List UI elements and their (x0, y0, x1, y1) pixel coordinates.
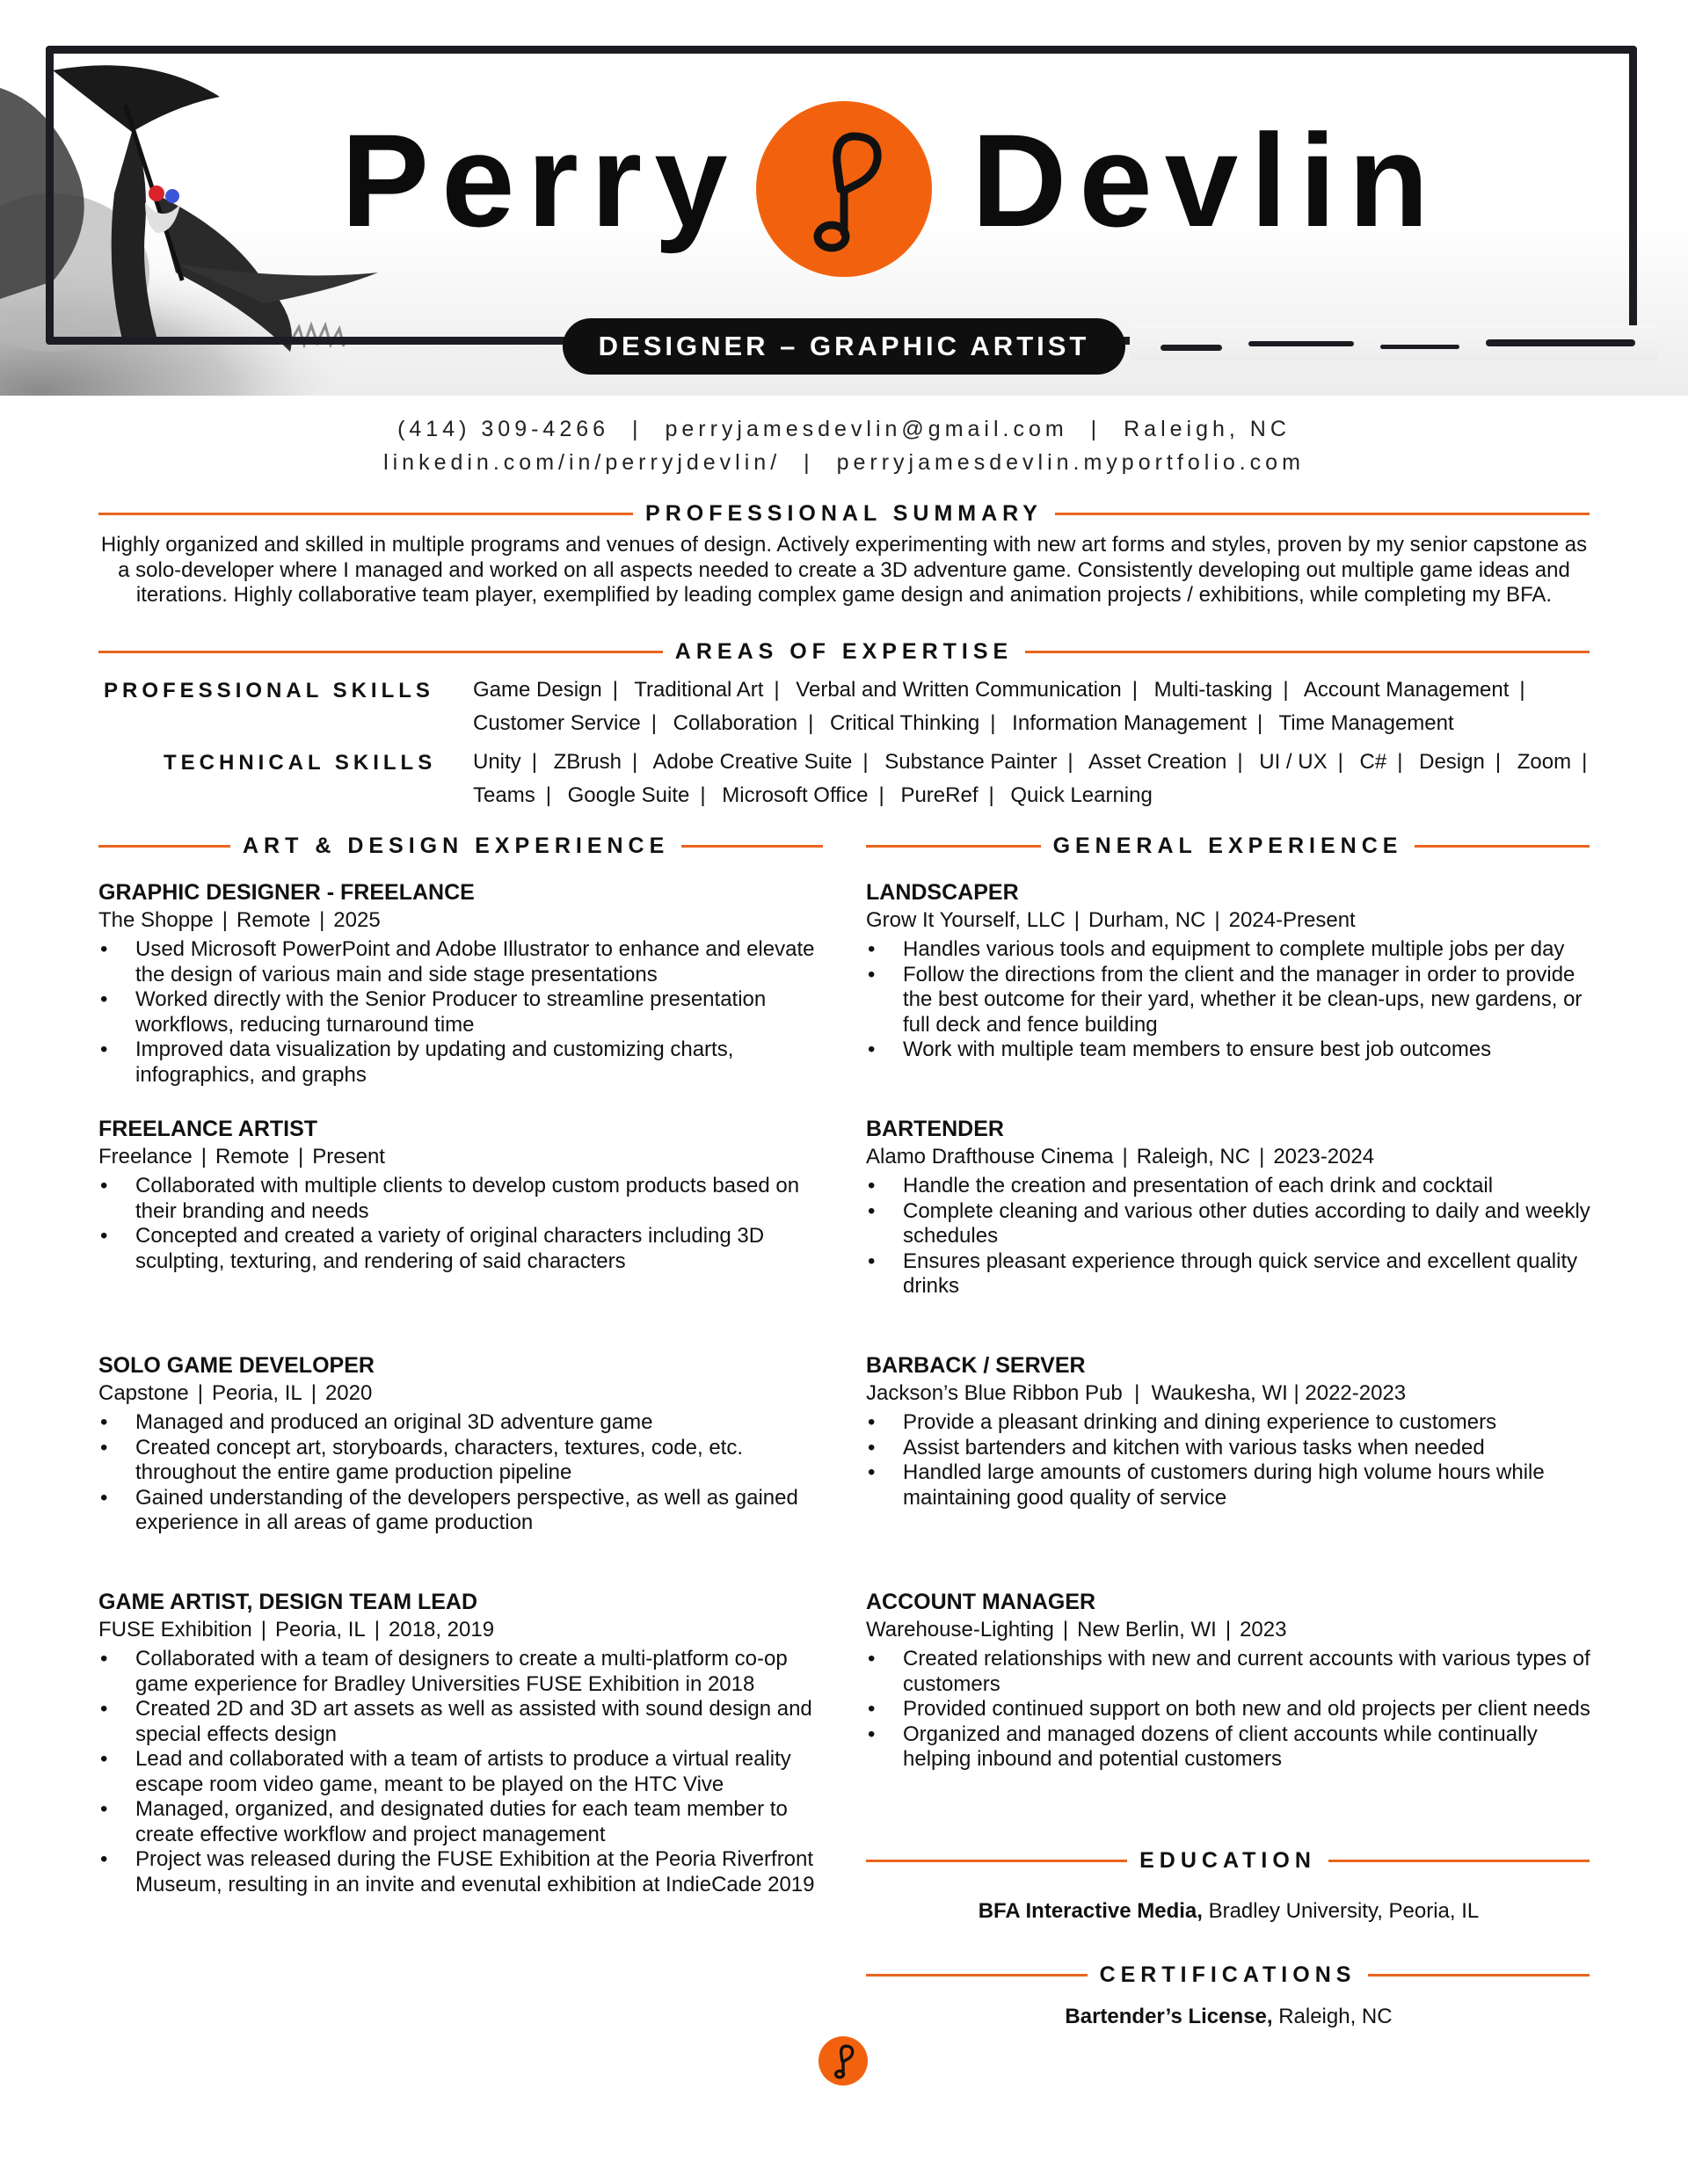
job-entry (98, 878, 828, 1088)
job-meta-item: 2023 (1240, 1618, 1287, 1642)
skill-item: Information Management (1012, 711, 1247, 735)
phone[interactable]: (414) 309-4266 (397, 417, 610, 441)
separator: | (298, 1145, 304, 1168)
job-meta (98, 906, 828, 935)
job-meta-item: Peoria, IL (274, 1618, 366, 1642)
job-meta-item: 2018, 2019 (388, 1618, 495, 1642)
job-meta-item: Capstone (98, 1381, 189, 1405)
separator: | (531, 750, 537, 774)
section-title: CERTIFICATIONS (1099, 1962, 1357, 1987)
separator: | (1090, 417, 1102, 441)
separator: | (222, 908, 229, 932)
section-title: PROFESSIONAL SUMMARY (645, 501, 1043, 526)
section-title: ART & DESIGN EXPERIENCE (243, 834, 670, 858)
skill-item: Game Design (473, 678, 602, 702)
separator: | (319, 908, 325, 932)
bullet-item: • Complete cleaning and various other duties according to daily and weekly schedules (866, 1199, 1596, 1249)
separator: | (1519, 678, 1525, 702)
separator: | (612, 678, 618, 702)
professional-skills-label: PROFESSIONAL SKILLS (104, 679, 434, 703)
separator: | (1225, 1618, 1232, 1642)
summary-text: Highly organized and skilled in multiple programs and venues of design. Actively experimenting with new art forms and styles, proven by my senior capstone as a solo-developer where I managed and worked on all aspects needed to create a 3D adventure game. Consistently developing out multiple game ideas and iterations. Highly collaborative team player, exemplified by leading complex game design and animation projects / exhibitions, while completing my BFA. (100, 533, 1588, 607)
skill-item: Zoom (1517, 750, 1572, 774)
education-heading (866, 1848, 1590, 1874)
job-title-badge: DESIGNER – GRAPHIC ARTIST (563, 318, 1125, 375)
music-note-icon (756, 101, 932, 277)
job-meta-item: 2025 (333, 908, 381, 932)
separator: | (862, 750, 869, 774)
separator: | (1122, 1145, 1128, 1168)
job-entry (866, 1588, 1596, 1773)
job-title: BARBACK / SERVER (866, 1353, 1086, 1378)
separator: | (1337, 750, 1343, 774)
degree: BFA Interactive Media, (978, 1899, 1203, 1923)
job-meta-item: Raleigh, NC (1136, 1145, 1251, 1168)
brush-stroke (1380, 345, 1459, 349)
skill-item: Google Suite (567, 783, 690, 807)
separator: | (1214, 908, 1220, 932)
contact-line-1 (0, 417, 1688, 442)
job-meta-item: 2020 (324, 1381, 373, 1405)
separator: | (990, 711, 996, 735)
skill-item: Account Management (1303, 678, 1510, 702)
skill-item: Multi-tasking (1153, 678, 1273, 702)
technical-skills-label: TECHNICAL SKILLS (164, 751, 437, 775)
first-name: Perry (341, 106, 740, 254)
bullet-item: • Follow the directions from the client and the manager in order to provide the best outcome for their yard, whether it be clean-ups, new gardens, or full deck and fence building (866, 963, 1596, 1038)
bullet-item: • Work with multiple team members to ensure best job outcomes (866, 1037, 1596, 1063)
bullet-item: • Created concept art, storyboards, characters, textures, code, etc. throughout the entire game production pipeline (98, 1436, 828, 1486)
job-bullets (866, 1410, 1596, 1511)
separator: | (1397, 750, 1403, 774)
bullet-item: • Managed and produced an original 3D adventure game (98, 1410, 828, 1436)
separator: | (1062, 1618, 1069, 1642)
bullet-item: • Created 2D and 3D art assets as well as assisted with sound design and special effects design (98, 1697, 828, 1747)
separator: | (260, 1618, 266, 1642)
separator: | (878, 783, 884, 807)
certification-name: Bartender’s License, (1065, 2005, 1273, 2028)
job-entry (98, 1588, 828, 1897)
job-meta-item: FUSE Exhibition (98, 1618, 252, 1642)
job-meta: Jackson’s Blue Ribbon Pub | Waukesha, WI | 2022-2023 (866, 1381, 1407, 1405)
bullet-item: • Handles various tools and equipment to complete multiple jobs per day (866, 937, 1596, 963)
separator: | (1131, 678, 1138, 702)
skill-item: UI / UX (1259, 750, 1328, 774)
job-entry (866, 1115, 1596, 1299)
professional-skills-list (473, 673, 1616, 740)
job-title: GRAPHIC DESIGNER - FREELANCE (98, 880, 475, 905)
separator: | (200, 1145, 207, 1168)
job-meta-item: 2023-2024 (1273, 1145, 1375, 1168)
separator: | (1073, 908, 1080, 932)
job-title: SOLO GAME DEVELOPER (98, 1353, 375, 1378)
separator: | (1256, 711, 1263, 735)
separator: | (632, 417, 643, 441)
job-title: FREELANCE ARTIST (98, 1117, 318, 1141)
art-experience-heading (98, 834, 823, 859)
education-entry (866, 1899, 1591, 1924)
job-meta-item: Warehouse-Lighting (866, 1618, 1054, 1642)
skill-item: Substance Painter (884, 750, 1058, 774)
job-bullets (866, 1174, 1596, 1299)
brush-stroke (1160, 345, 1222, 351)
separator: | (651, 711, 657, 735)
skill-item: Asset Creation (1088, 750, 1227, 774)
skill-item: Microsoft Office (722, 783, 869, 807)
general-experience-heading (866, 834, 1590, 859)
separator: | (374, 1618, 380, 1642)
header-banner (0, 0, 1688, 396)
skill-item: Critical Thinking (829, 711, 980, 735)
job-bullets (866, 1647, 1596, 1773)
job-meta-item: Peoria, IL (211, 1381, 302, 1405)
job-entry (98, 1351, 828, 1536)
job-meta-item: 2024-Present (1228, 908, 1356, 932)
skill-item: Design (1419, 750, 1485, 774)
separator: | (1067, 750, 1073, 774)
job-title: LANDSCAPER (866, 880, 1019, 905)
job-entry (98, 1115, 828, 1274)
job-bullets (98, 1174, 828, 1274)
skill-item: Teams (473, 783, 535, 807)
separator: | (1283, 678, 1289, 702)
job-bullets (98, 937, 828, 1088)
bullet-item: • Provide a pleasant drinking and dining experience to customers (866, 1410, 1596, 1436)
bullet-item: • Worked directly with the Senior Producer to streamline presentation workflows, reducing turnaround time (98, 987, 828, 1037)
job-meta (98, 1616, 828, 1644)
separator: | (545, 783, 551, 807)
bullet-item: • Created relationships with new and current accounts with various types of customers (866, 1647, 1596, 1697)
certifications-heading (866, 1962, 1590, 1988)
skill-item: Traditional Art (634, 678, 764, 702)
job-meta-item: Present (312, 1145, 385, 1168)
separator: | (197, 1381, 203, 1405)
job-entry (866, 878, 1596, 1063)
separator: | (988, 783, 994, 807)
job-title: ACCOUNT MANAGER (866, 1590, 1096, 1614)
separator: | (804, 450, 814, 475)
brush-stroke (1248, 341, 1354, 346)
portfolio-link[interactable]: perryjamesdevlin.myportfolio.com (836, 450, 1305, 475)
job-meta-item: Freelance (98, 1145, 193, 1168)
skill-item: PureRef (900, 783, 979, 807)
separator: | (808, 711, 814, 735)
bullet-item: • Assist bartenders and kitchen with various tasks when needed (866, 1436, 1596, 1461)
job-meta (98, 1380, 828, 1408)
bullet-item: • Gained understanding of the developers perspective, as well as gained experience in all areas of game production (98, 1486, 828, 1536)
skill-item: ZBrush (553, 750, 622, 774)
section-title: AREAS OF EXPERTISE (674, 639, 1014, 664)
bullet-item: • Ensures pleasant experience through quick service and excellent quality drinks (866, 1249, 1596, 1299)
skill-item: C# (1359, 750, 1387, 774)
separator: | (1495, 750, 1502, 774)
job-meta (98, 1143, 828, 1171)
email-link[interactable]: perryjamesdevlin@gmail.com (665, 417, 1068, 441)
job-bullets (98, 1647, 828, 1897)
bullet-item: • Collaborated with multiple clients to develop custom products based on their branding and needs (98, 1174, 828, 1224)
certification-place: Raleigh, NC (1278, 2005, 1393, 2028)
footer-music-note-icon (819, 2036, 868, 2086)
skill-item: Quick Learning (1010, 783, 1153, 807)
skill-item: Unity (473, 750, 521, 774)
brush-stroke (1486, 339, 1635, 346)
separator: | (1582, 750, 1588, 774)
bullet-item: • Improved data visualization by updating and customizing charts, infographics, and graphs (98, 1037, 828, 1088)
separator: | (310, 1381, 316, 1405)
expertise-heading (98, 639, 1590, 665)
job-meta (866, 906, 1596, 935)
separator: | (774, 678, 780, 702)
skill-item: Customer Service (473, 711, 641, 735)
job-bullets (866, 937, 1596, 1063)
bullet-item: • Concepted and created a variety of original characters including 3D sculpting, texturing, and rendering of said characters (98, 1224, 828, 1274)
job-meta-item: Alamo Drafthouse Cinema (866, 1145, 1114, 1168)
skill-item: Time Management (1278, 711, 1454, 735)
job-meta (866, 1616, 1596, 1644)
job-meta-item: Remote (215, 1145, 290, 1168)
skill-item: Adobe Creative Suite (652, 750, 853, 774)
separator: | (1237, 750, 1243, 774)
job-entry (866, 1351, 1596, 1511)
job-title: BARTENDER (866, 1117, 1004, 1141)
location: Raleigh, NC (1124, 417, 1291, 441)
job-meta (866, 1143, 1596, 1171)
separator: | (631, 750, 638, 774)
bullet-item: • Handled large amounts of customers during high volume hours while maintaining good quality of service (866, 1460, 1596, 1511)
skill-item: Collaboration (673, 711, 798, 735)
bullet-item: • Used Microsoft PowerPoint and Adobe Illustrator to enhance and elevate the design of various main and side stage presentations (98, 937, 828, 987)
bullet-item: • Provided continued support on both new and old projects per client needs (866, 1697, 1596, 1722)
job-title: GAME ARTIST, DESIGN TEAM LEAD (98, 1590, 478, 1614)
job-meta-item: The Shoppe (98, 908, 214, 932)
linkedin-link[interactable]: linkedin.com/in/perryjdevlin/ (383, 450, 782, 475)
job-meta-item: New Berlin, WI (1077, 1618, 1217, 1642)
job-meta-item: Remote (236, 908, 311, 932)
separator: | (1259, 1145, 1265, 1168)
section-title: GENERAL EXPERIENCE (1052, 834, 1403, 858)
skill-item: Verbal and Written Communication (796, 678, 1122, 702)
job-meta-item: Durham, NC (1088, 908, 1206, 932)
job-bullets (98, 1410, 828, 1536)
technical-skills-list (473, 746, 1616, 812)
bullet-item: • Collaborated with a team of designers to create a multi-platform co-op game experience for Bradley Universities FUSE Exhibition in 2018 (98, 1647, 828, 1697)
bullet-item: • Managed, organized, and designated duties for each team member to create effective workflow and project management (98, 1797, 828, 1847)
bullet-item: • Lead and collaborated with a team of artists to produce a virtual reality escape room video game, meant to be played on the HTC Vive (98, 1747, 828, 1797)
last-name: Devlin (971, 106, 1442, 254)
certification-entry (866, 2005, 1591, 2029)
bullet-item: • Project was released during the FUSE Exhibition at the Peoria Riverfront Museum, resulting in an invite and evenutal exhibition at IndieCade 2019 (98, 1847, 828, 1897)
section-title: EDUCATION (1139, 1848, 1316, 1873)
school: Bradley University, Peoria, IL (1208, 1899, 1480, 1923)
job-meta-item: Grow It Yourself, LLC (866, 908, 1066, 932)
bullet-item: • Handle the creation and presentation of each drink and cocktail (866, 1174, 1596, 1199)
separator: | (700, 783, 706, 807)
contact-line-2 (0, 450, 1688, 476)
bullet-item: • Organized and managed dozens of client accounts while continually helping inbound and potential customers (866, 1722, 1596, 1773)
summary-heading (98, 501, 1590, 527)
